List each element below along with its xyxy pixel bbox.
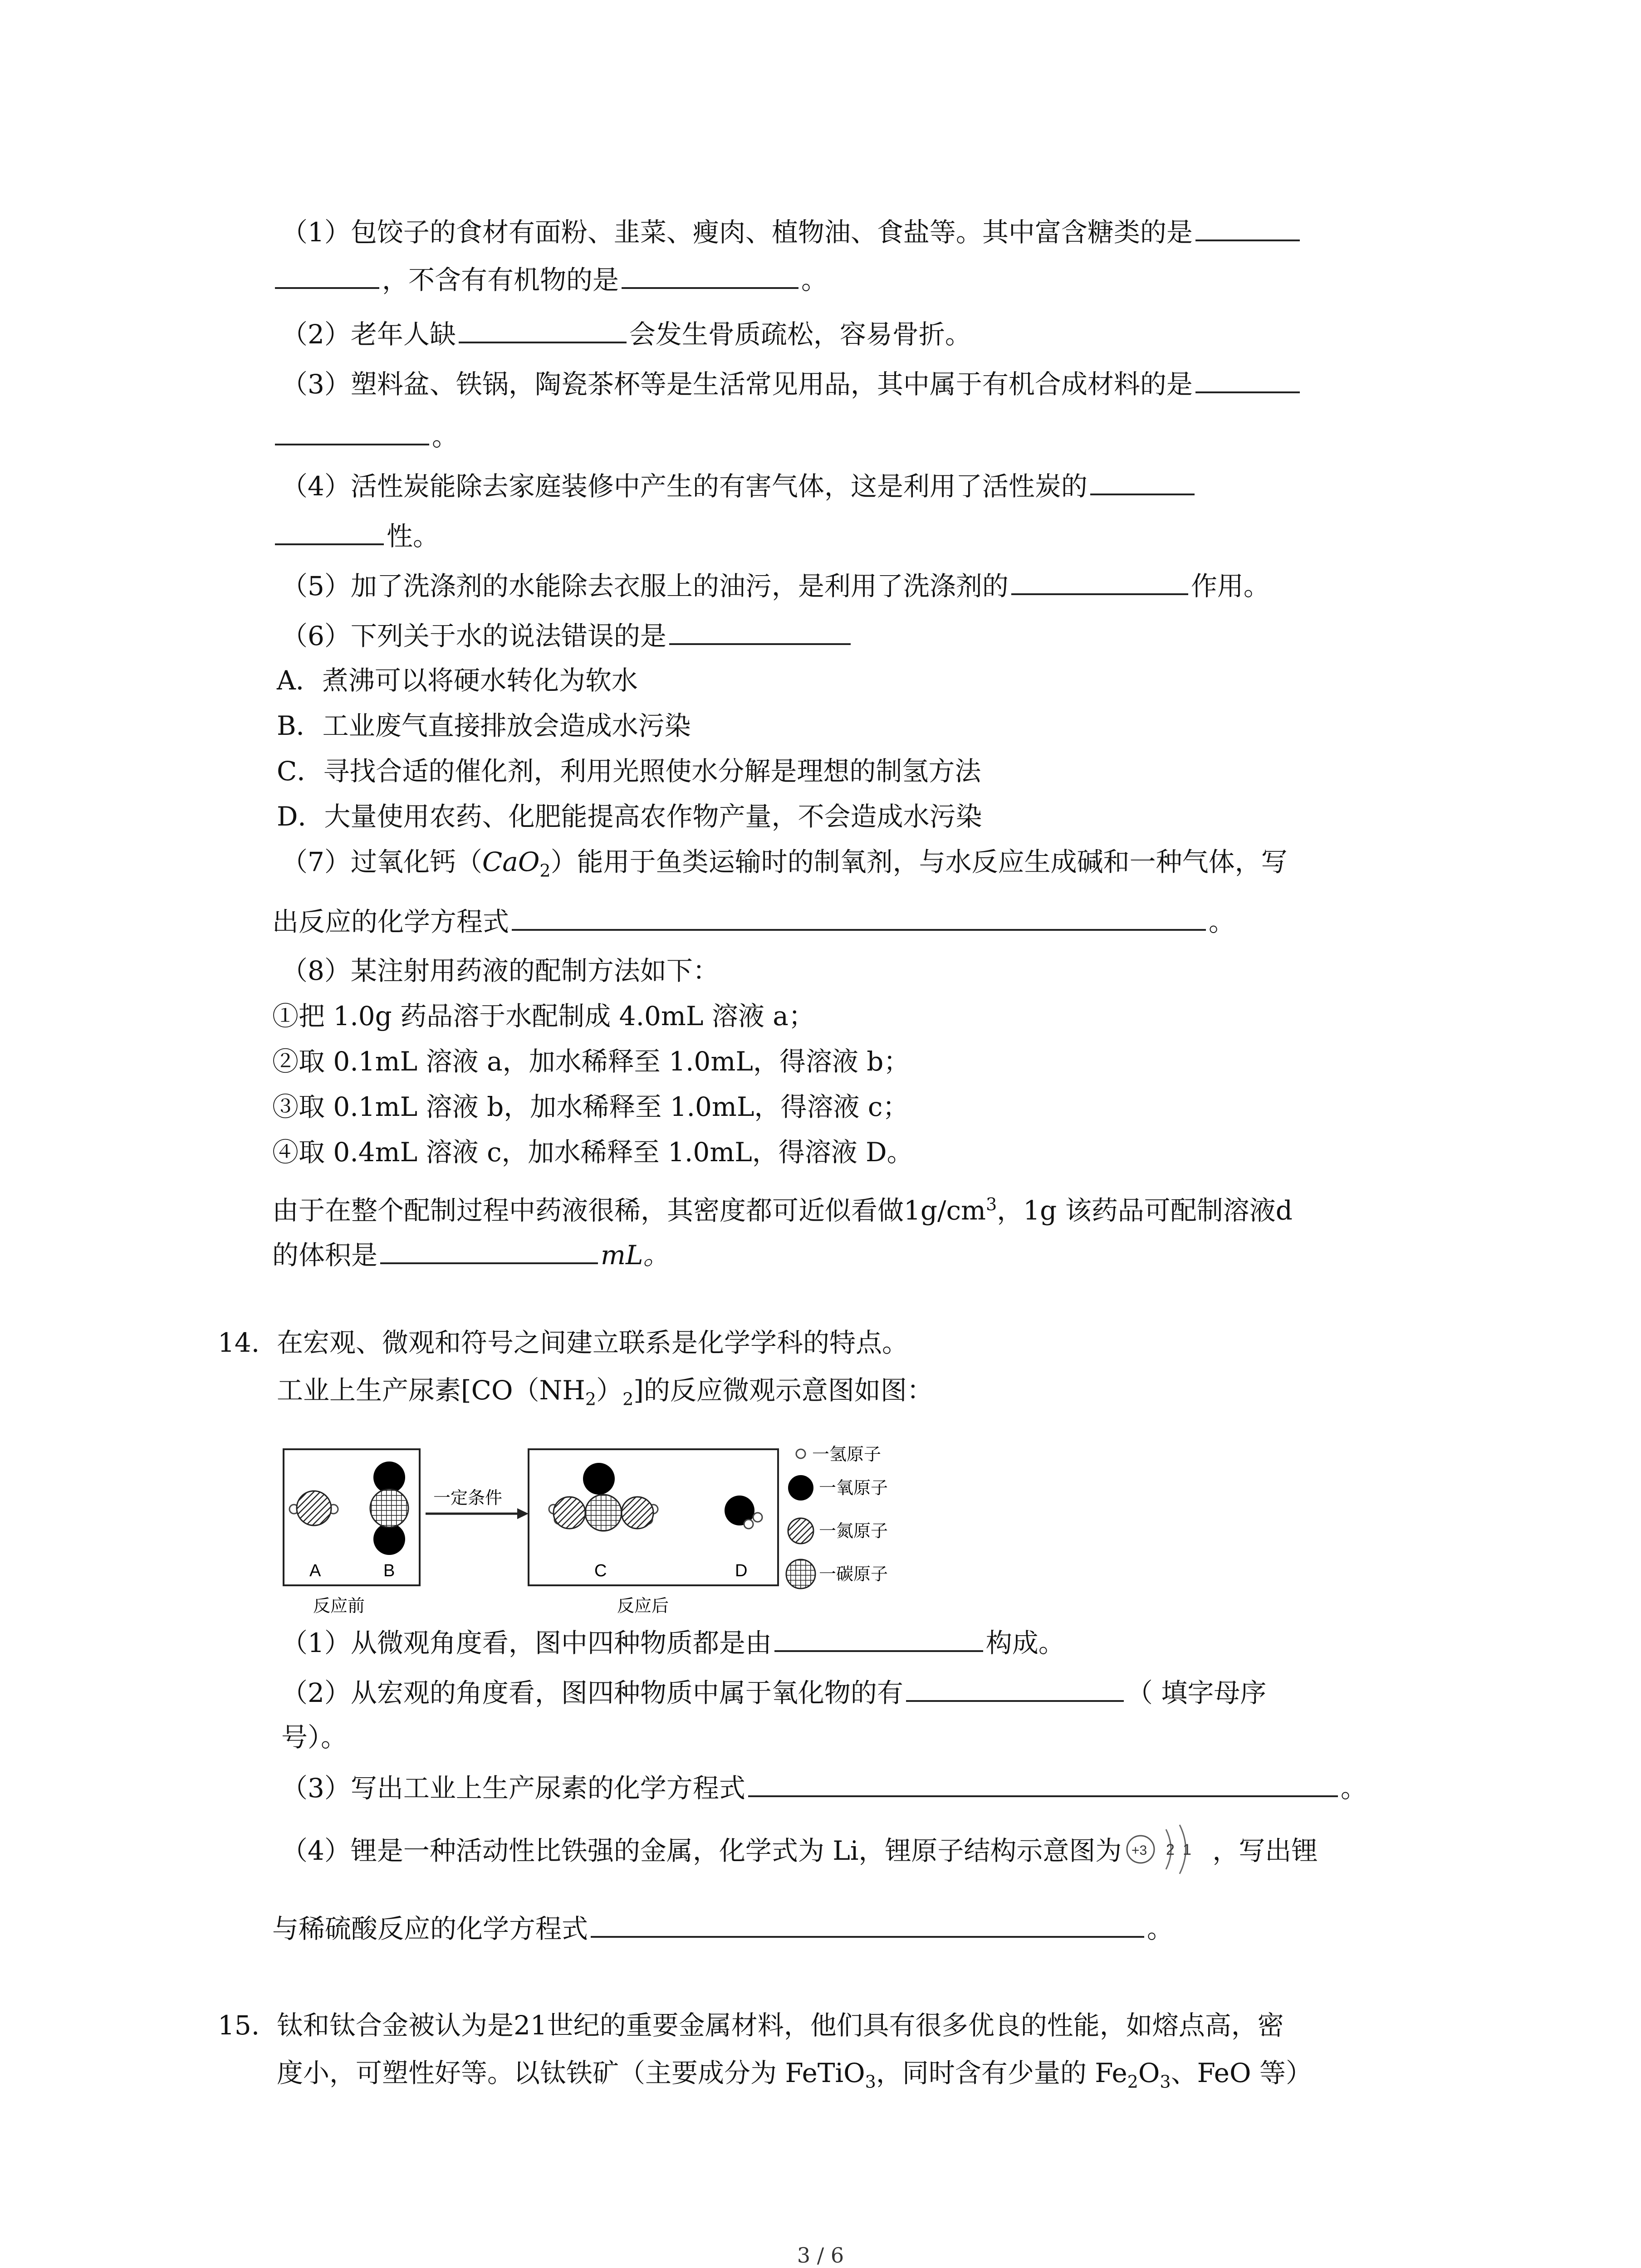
step-1: ①把 1.0g 药品溶于水配制成 4.0mL 溶液 a； — [272, 1001, 815, 1031]
answer-blank[interactable] — [1090, 467, 1195, 495]
label-d: D — [735, 1561, 748, 1580]
q13-part8-volume: 的体积是 mL。 — [272, 1236, 670, 1273]
answer-blank[interactable] — [591, 1910, 1144, 1938]
step-4: ④取 0.4mL 溶液 c，加水稀释至 1.0mL，得溶液 D。 — [272, 1137, 913, 1168]
q13-part1-line1: （1）包饺子的食材有面粉、韭菜、瘦肉、植物油、食盐等。其中富含糖类的是 — [281, 213, 1303, 250]
answer-blank[interactable] — [275, 517, 384, 545]
q13-part5: （5）加了洗涤剂的水能除去衣服上的油污，是利用了洗涤剂的 作用。 — [281, 567, 1270, 604]
question-number: 14. — [218, 1327, 260, 1358]
option-c: C．寻找合适的催化剂，利用光照使水分解是理想的制氢方法 — [277, 756, 981, 787]
q13-part3-line1: （3）塑料盆、铁锅，陶瓷茶杯等是生活常见用品，其中属于有机合成材料的是 — [281, 365, 1303, 402]
legend-oxygen-icon — [788, 1475, 813, 1501]
q14-intro: 在宏观、微观和符号之间建立联系是化学学科的特点。 — [277, 1327, 909, 1358]
step-3: ③取 0.1mL 溶液 b，加水稀释至 1.0mL，得溶液 c； — [272, 1091, 909, 1122]
q14-part4-line1: （4）锂是一种活动性比铁强的金属，化学式为 Li，锂原子结构示意图为 +3 2 1 ，写出锂 — [281, 1833, 1318, 1871]
carbon-atom — [370, 1489, 408, 1527]
answer-blank[interactable] — [275, 261, 379, 289]
answer-blank[interactable] — [669, 617, 851, 645]
q14-part4-line2: 与稀硫酸反应的化学方程式 。 — [272, 1910, 1173, 1947]
lithium-atom-icon — [1122, 1821, 1212, 1876]
hydrogen-atom — [744, 1520, 753, 1529]
legend-hydrogen: 一氢原子 — [812, 1445, 882, 1464]
li-nucleus-charge: +3 — [1132, 1843, 1147, 1858]
answer-blank[interactable] — [1195, 365, 1300, 393]
answer-blank[interactable] — [1195, 213, 1300, 241]
q13-part1-line2: ，不含有有机物的是 。 — [272, 261, 828, 298]
option-d: D．大量使用农药、化肥能提高农作物产量，不会造成水污染 — [277, 801, 982, 832]
carbon-atom — [585, 1495, 622, 1531]
li-shell-2: 1 — [1183, 1841, 1192, 1858]
q14-part1: （1）从微观角度看，图中四种物质都是由 构成。 — [281, 1624, 1065, 1661]
reaction-figure — [281, 1440, 926, 1619]
answer-blank[interactable] — [906, 1674, 1124, 1702]
q14-part2-line1: （2）从宏观的角度看，图四种物质中属于氧化物的有 （ 填字母序 — [281, 1674, 1266, 1711]
answer-blank[interactable] — [622, 261, 798, 289]
q13-part8-text: 由于在整个配制过程中药液很稀，其密度都可近似看做$1g/cm^3$，1g 该药品可配制溶液d — [272, 1194, 1293, 1226]
answer-blank[interactable] — [512, 903, 1206, 931]
q15-line1: 钛和钛合金被认为是21世纪的重要金属材料，他们具有很多优良的性能，如熔点高，密 — [277, 2010, 1284, 2041]
legend-carbon: 一碳原子 — [819, 1565, 888, 1584]
lithium-atom-structure — [1122, 1835, 1212, 1871]
li-shell-1: 2 — [1166, 1841, 1175, 1858]
q14-urea-line: 工业上生产尿素$[CO(NH_2)_2]$的反应微观示意图如图： — [277, 1375, 933, 1409]
answer-blank[interactable] — [1011, 567, 1188, 595]
legend-nitrogen: 一氮原子 — [819, 1522, 888, 1541]
legend-carbon-icon — [786, 1559, 815, 1589]
after-label: 反应后 — [617, 1597, 669, 1616]
legend-hydrogen-icon — [796, 1449, 805, 1458]
q14-part3: （3）写出工业上生产尿素的化学方程式 。 — [281, 1769, 1367, 1806]
question-number: 15. — [218, 2010, 260, 2041]
before-label: 反应前 — [313, 1597, 365, 1616]
q14-part2-line2: 号）。 — [281, 1722, 348, 1753]
hydrogen-atom — [753, 1513, 762, 1522]
reaction-diagram — [281, 1440, 926, 1619]
condition-label: 一定条件 — [433, 1489, 503, 1508]
q13-part3-line2: 。 — [272, 417, 458, 455]
q13-part4-line2: 性。 — [272, 517, 439, 554]
q13-part7-line2: 出反应的化学方程式 。 — [272, 903, 1235, 940]
page-number: 3 / 6 — [797, 2243, 844, 2268]
answer-blank[interactable] — [380, 1236, 598, 1264]
nitrogen-atom — [297, 1491, 331, 1525]
legend-oxygen: 一氧原子 — [819, 1479, 888, 1498]
answer-blank[interactable] — [774, 1624, 983, 1652]
q13-part4-line1: （4）活性炭能除去家庭装修中产生的有害气体，这是利用了活性炭的 — [281, 467, 1197, 504]
nitrogen-atom — [622, 1497, 653, 1529]
label-b: B — [383, 1561, 395, 1580]
step-2: ②取 0.1mL 溶液 a，加水稀释至 1.0mL，得溶液 b； — [272, 1046, 910, 1077]
oxygen-atom — [583, 1463, 615, 1495]
answer-blank[interactable] — [748, 1769, 1338, 1797]
legend-nitrogen-icon — [788, 1518, 813, 1544]
q13-part8: （8）某注射用药液的配制方法如下： — [281, 955, 719, 986]
option-b: B．工业废气直接排放会造成水污染 — [277, 710, 691, 741]
q13-part6: （6）下列关于水的说法错误的是 — [281, 617, 853, 654]
answer-blank[interactable] — [275, 417, 429, 445]
q13-part2: （2）老年人缺 会发生骨质疏松，容易骨折。 — [281, 315, 971, 352]
nitrogen-atom — [554, 1497, 585, 1529]
q15-line2: 度小，可塑性好等。以钛铁矿（主要成分为 FeTiO$_3$，同时含有少量的 $Fe_2O_3$、FeO 等） — [277, 2058, 1312, 2092]
answer-blank[interactable] — [459, 315, 627, 343]
option-a: A．煮沸可以将硬水转化为软水 — [277, 665, 638, 696]
label-c: C — [594, 1561, 607, 1580]
label-a: A — [309, 1561, 321, 1580]
q13-part7-line1: （7）过氧化钙（CaO$_2$）能用于鱼类运输时的制氧剂，与水反应生成碱和一种气体，写 — [281, 846, 1288, 881]
